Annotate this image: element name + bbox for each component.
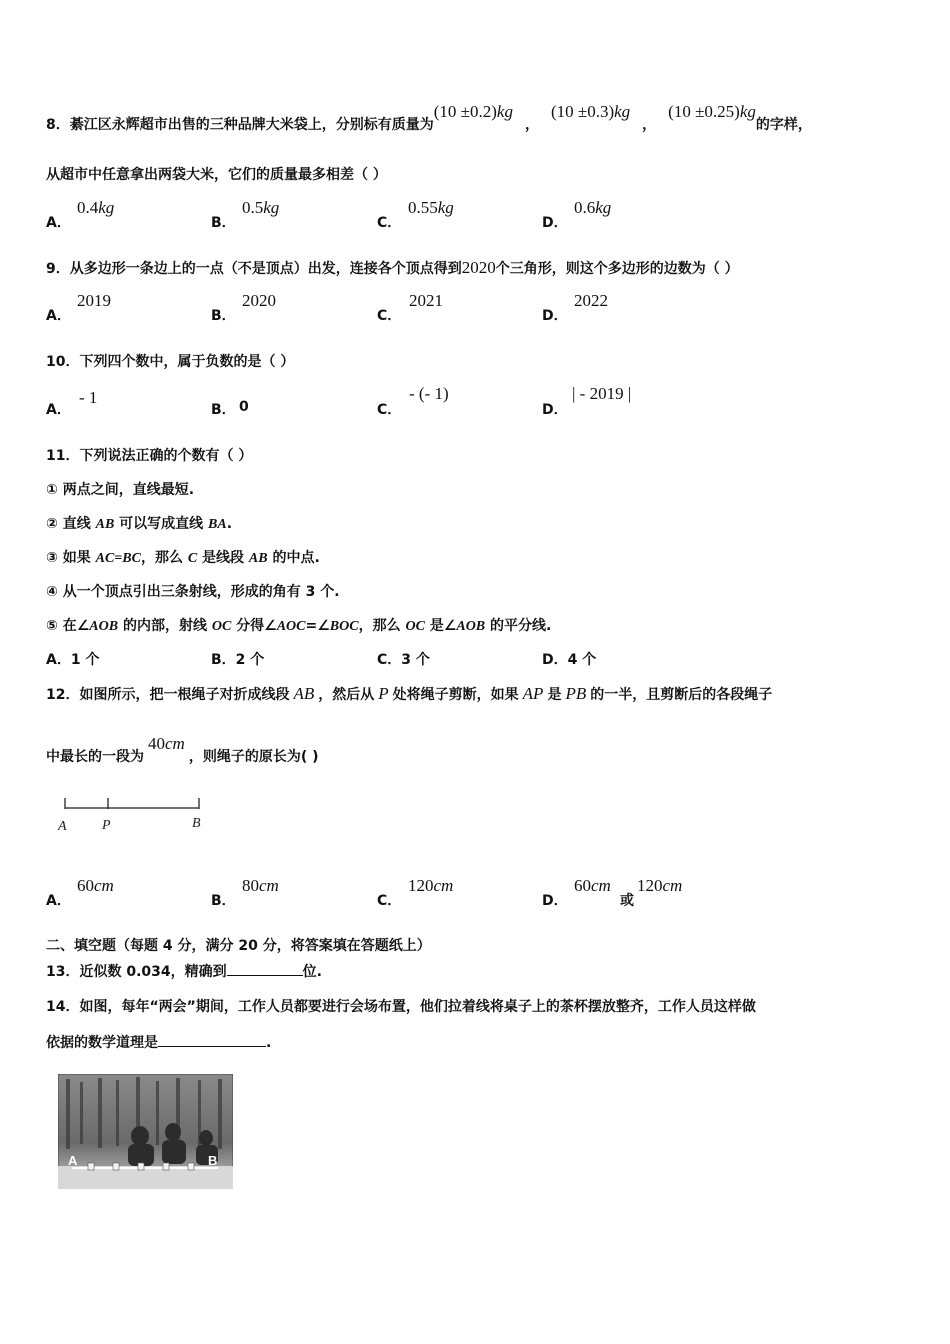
label-a: A — [58, 819, 67, 834]
q8-option-d-value: 0.6kg — [574, 198, 612, 217]
q10-option-b-value: 0 — [239, 399, 249, 415]
q10-option-a-label: A． — [46, 402, 71, 418]
rope-figure — [55, 792, 215, 836]
q12-option-d-value-2: 120cm — [637, 876, 683, 895]
q11-statement-4: ④ 从一个顶点引出三条射线，形成的角有 3 个. — [46, 584, 340, 600]
photo-label-b: B — [208, 1153, 218, 1168]
q12-option-a-value: 60cm — [77, 876, 114, 895]
q8-mass-2: (10 ±0.3)kg — [550, 102, 631, 121]
q11-option-b: B．2 个 — [211, 652, 265, 668]
q13-answer-blank[interactable] — [227, 961, 303, 976]
q12-line2: 中最长的一段为40cm，则绳子的原长为( ) — [46, 734, 319, 765]
q8-line2: 从超市中任意拿出两袋大米，它们的质量最多相差（ ） — [46, 167, 387, 183]
q11-option-c: C．3 个 — [377, 652, 430, 668]
q12-option-a-label: A． — [46, 893, 71, 909]
photo-label-a: A — [68, 1153, 78, 1168]
q10-option-a-value: - 1 — [79, 388, 98, 407]
q9-option-d-label: D． — [542, 308, 568, 324]
q9-option-a-value: 2019 — [77, 291, 111, 310]
q8-line1: 8．綦江区永辉超市出售的三种品牌大米袋上，分别标有质量为(10 ±0.2)kg，(10 ±0.3)kg，(10 ±0.25)kg的字样， — [46, 102, 812, 133]
q9-option-d-value: 2022 — [574, 291, 608, 310]
q9-option-b-label: B． — [211, 308, 236, 324]
q8-mass-3: (10 ±0.25)kg — [668, 102, 756, 121]
q9-stem: 9．从多边形一条边上的一点（不是顶点）出发，连接各个顶点得到2020个三角形，则这个多边形的边数为（ ） — [46, 258, 739, 277]
meeting-photo — [58, 1074, 233, 1189]
q10-option-d-value: | - 2019 | — [572, 384, 632, 403]
q9-option-a-label: A． — [46, 308, 71, 324]
q8-option-b-value: 0.5kg — [242, 198, 280, 217]
q11-stem: 11．下列说法正确的个数有（ ） — [46, 448, 253, 464]
q9-option-c-value: 2021 — [409, 291, 443, 310]
q12-line1: 12．如图所示，把一根绳子对折成线段 AB ，然后从 P 处将绳子剪断，如果 AP 是 PB 的一半，且剪断后的各段绳子 — [46, 684, 773, 703]
q12-option-b-label: B． — [211, 893, 236, 909]
q12-length: 40cm — [148, 734, 185, 753]
q14-answer-blank[interactable] — [158, 1032, 266, 1047]
q8-option-b-label: B． — [211, 215, 236, 231]
section-2-heading: 二、填空题（每题 4 分，满分 20 分，将答案填在答题纸上） — [46, 938, 431, 954]
q14-line2: 依据的数学道理是 . — [46, 1032, 271, 1052]
q8-option-a-label: A． — [46, 215, 71, 231]
q11-option-a: A．1 个 — [46, 652, 100, 668]
q10-option-c-label: C． — [377, 402, 402, 418]
q10-stem: 10．下列四个数中，属于负数的是（ ） — [46, 354, 295, 370]
q14-line1: 14．如图，每年“两会”期间，工作人员都要进行会场布置，他们拉着线将桌子上的茶杯摆放整齐，工作人员这样做 — [46, 999, 756, 1015]
q12-option-c-label: C． — [377, 893, 402, 909]
q10-option-d-label: D． — [542, 402, 568, 418]
q12-option-b-value: 80cm — [242, 876, 279, 895]
q9-option-b-value: 2020 — [242, 291, 276, 310]
q8-mass-1: (10 ±0.2)kg — [433, 102, 513, 121]
q8-option-a-value: 0.4kg — [77, 198, 115, 217]
q13: 13．近似数 0.034，精确到 位. — [46, 961, 322, 981]
label-p: P — [102, 818, 111, 833]
q10-option-c-value: - (- 1) — [409, 384, 449, 403]
q12-option-c-value: 120cm — [408, 876, 454, 895]
q11-option-d: D．4 个 — [542, 652, 597, 668]
q12-option-d-value-1: 60cm — [574, 876, 611, 895]
label-b: B — [192, 816, 201, 831]
q11-statement-1: ① 两点之间，直线最短. — [46, 482, 195, 498]
q11-statement-2: ② 直线 AB 可以写成直线 BA. — [46, 516, 233, 532]
q8-option-c-value: 0.55kg — [408, 198, 454, 217]
q12-option-d-or: 或 — [620, 893, 634, 909]
q9-option-c-label: C． — [377, 308, 402, 324]
q10-option-b-label: B． — [211, 402, 236, 418]
q11-statement-5: ⑤ 在∠AOB 的内部，射线 OC 分得∠AOC=∠BOC，那么 OC 是∠AOB 的平分线. — [46, 618, 552, 634]
q11-statement-3: ③ 如果 AC=BC，那么 C 是线段 AB 的中点. — [46, 550, 320, 566]
q8-option-d-label: D． — [542, 215, 568, 231]
q12-option-d-label: D． — [542, 893, 568, 909]
q8-option-c-label: C． — [377, 215, 402, 231]
